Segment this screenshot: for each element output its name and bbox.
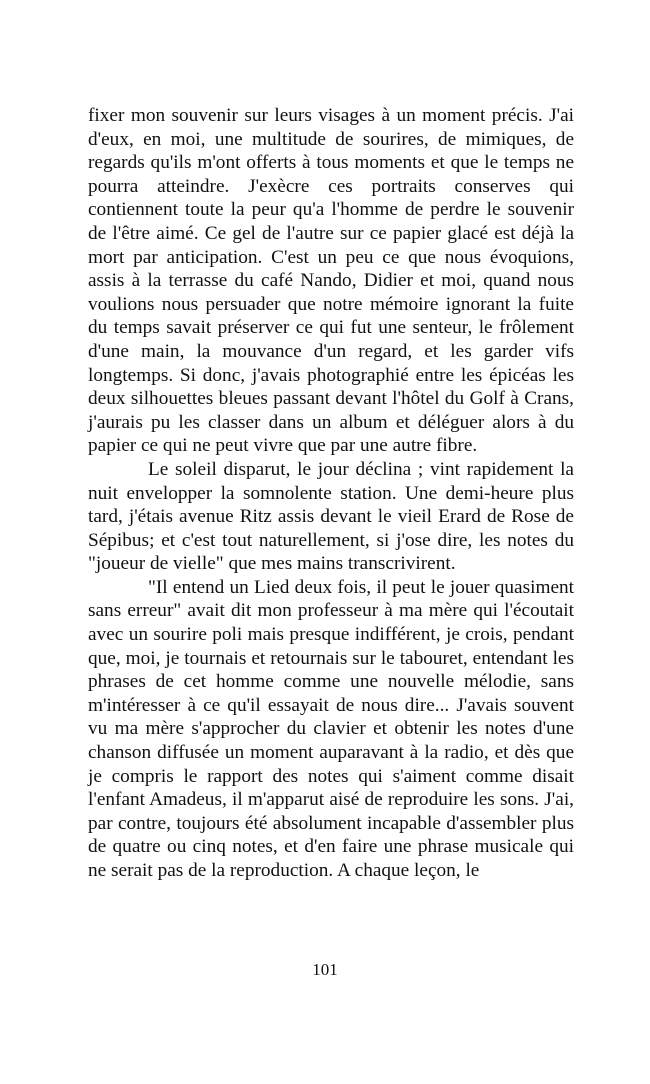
paragraph-1: fixer mon souvenir sur leurs visages à un moment précis. J'ai d'eux, en moi, une multitude de sourires, de mimiques, de regards qu'ils m'ont offerts à tous moments et que le temps ne pourra atteindre. J'exècre ces portraits conserves qui contiennent toute la peur qu'a l'homme de perdre le souvenir de l'être aimé. Ce gel de l'autre sur ce papier glacé est déjà la mort par anticipation. C'est un peu ce que nous évoquions, assis à la terrasse du café Nando, Didier et moi, quand nous voulions nous persuader que notre mémoire ignorant la fuite du temps savait préserver ce qui fut une senteur, le frôlement d'une main, la mouvance d'un regard, et les garder vifs longtemps. Si donc, j'avais photographié entre les épicéas les deux silhouettes bleues passant devant l'hôtel du Golf à Crans, j'aurais pu les classer dans un album et déléguer alors à du papier ce qui ne peut vivre que par une autre fibre. [88, 105, 574, 457]
page-body [88, 104, 574, 883]
page-number: 101 [312, 960, 338, 979]
paragraph-2: Le soleil disparut, le jour déclina ; vint rapidement la nuit envelopper la somnolente station. Une demi-heure plus tard, j'étais avenue Ritz assis devant le vieil Erard de Rose de Sépibus; et c'est tout naturellement, si j'ose dire, les notes du "joueur de vielle" que mes mains transcrivirent. [88, 458, 574, 575]
paragraph-3: "Il entend un Lied deux fois, il peut le jouer quasiment sans erreur" avait dit mon professeur à ma mère qui l'écoutait avec un sourire poli mais presque indifférent, je crois, pendant que, moi, je tournais et retournais sur le tabouret, entendant les phrases de cet homme comme une nouvelle mélodie, sans m'intéresser à ce qu'il essayait de nous dire... J'avais souvent vu ma mère s'approcher du clavier et obtenir les notes d'une chanson diffusée un moment auparavant à la radio, et dès que je compris le rapport des notes qui s'aiment comme disait l'enfant Amadeus, il m'apparut aisé de reproduire les sons. J'ai, par contre, toujours été absolument incapable d'assembler plus de quatre ou cinq notes, et d'en faire une phrase musicale qui ne serait pas de la reproduction. A chaque leçon, le [88, 576, 574, 881]
